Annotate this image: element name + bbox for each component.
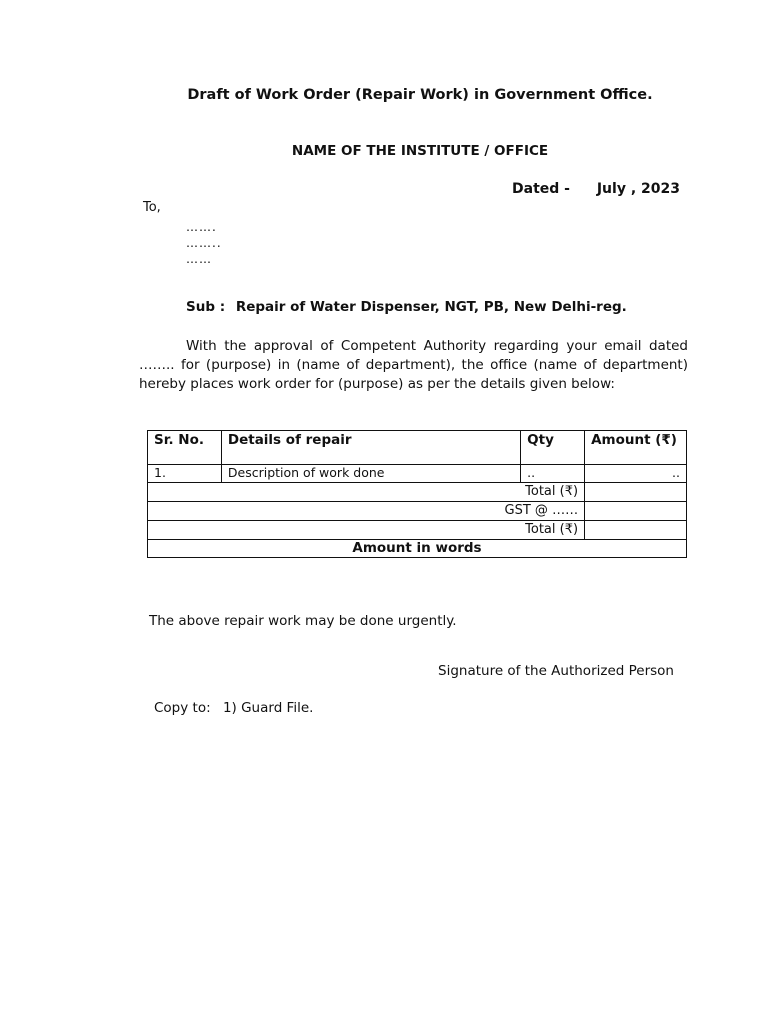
- amount-in-words-label: Amount in words: [148, 540, 687, 558]
- address-line: ……: [186, 252, 212, 266]
- cell-qty: ..: [521, 465, 585, 483]
- total-row: [148, 483, 687, 502]
- total-label: Total (₹): [148, 483, 585, 502]
- urgent-note: The above repair work may be done urgently.: [149, 613, 457, 629]
- grand-total-label: Total (₹): [148, 521, 585, 540]
- subject-text: Repair of Water Dispenser, NGT, PB, New Delhi-reg.: [235, 299, 627, 315]
- cell-sr-no: 1.: [148, 465, 222, 483]
- date-line: [512, 181, 680, 197]
- address-line: …….: [186, 220, 217, 234]
- header-qty: Qty: [521, 431, 585, 465]
- gst-value-cell: [585, 502, 687, 521]
- signature-line: Signature of the Authorized Person: [438, 663, 674, 679]
- dated-value: July , 2023: [596, 181, 680, 197]
- total-value-cell: [585, 483, 687, 502]
- header-sr-no: Sr. No.: [148, 431, 222, 465]
- table-row: [148, 465, 687, 483]
- grand-total-row: [148, 521, 687, 540]
- body-paragraph: With the approval of Competent Authority regarding your email dated …….. for (purpose) in (name of department), the office (name of department) hereby places work order for (purpose) as per the details given below:: [139, 338, 688, 392]
- header-details: Details of repair: [221, 431, 520, 465]
- subject-label: Sub :: [186, 299, 226, 315]
- grand-total-value-cell: [585, 521, 687, 540]
- gst-row: [148, 502, 687, 521]
- amount-in-words-row: [148, 540, 687, 558]
- to-label: To,: [143, 200, 161, 215]
- copy-value: 1) Guard File.: [222, 700, 314, 716]
- subject-line: [186, 299, 627, 315]
- table-header-row: [148, 431, 687, 465]
- address-line: ……..: [186, 236, 222, 250]
- header-amount: Amount (₹): [585, 431, 687, 465]
- gst-label: GST @ ……: [148, 502, 585, 521]
- dated-label: Dated -: [512, 181, 570, 197]
- repair-details-table: [147, 430, 687, 558]
- copy-to-line: [154, 700, 313, 716]
- cell-details: Description of work done: [221, 465, 520, 483]
- institute-name: NAME OF THE INSTITUTE / OFFICE: [291, 143, 549, 159]
- document-title: Draft of Work Order (Repair Work) in Government Office.: [187, 87, 653, 103]
- cell-amount: ..: [585, 465, 687, 483]
- copy-label: Copy to:: [154, 700, 211, 716]
